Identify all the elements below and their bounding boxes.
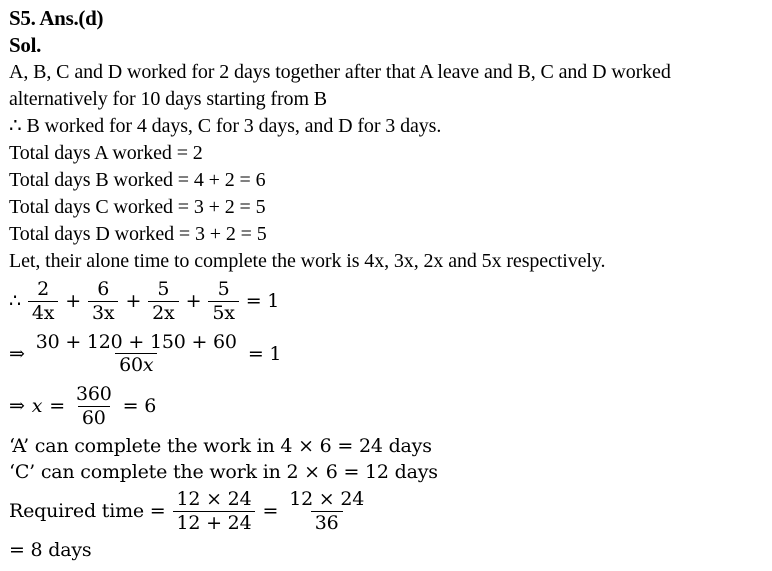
fraction-a: [28, 278, 58, 325]
fraction-d-numerator: 5: [217, 278, 230, 300]
fraction-c-numerator: 5: [157, 278, 170, 300]
total-days-b-line: Total days B worked = 4 + 2 = 6: [9, 169, 266, 191]
plus-sign: +: [65, 290, 82, 313]
intro-line-1: A, B, C and D worked for 2 days together after that A leave and B, C and D worked: [9, 61, 671, 83]
equation-combined-fraction: [9, 328, 762, 381]
intro-line-2: alternatively for 10 days starting from B: [9, 88, 328, 110]
combined-denominator: [115, 353, 157, 377]
sol-heading: Sol.: [9, 33, 42, 57]
equals-one: = 1: [245, 290, 280, 313]
required-time-fraction-1-numerator: 12 × 24: [176, 487, 252, 510]
required-time-fraction-1-denominator: 12 + 24: [173, 511, 256, 535]
total-days-a-line: Total days A worked = 2: [9, 142, 203, 164]
fraction-a-numerator: 2: [37, 278, 50, 300]
equals-sign: =: [49, 395, 65, 418]
required-time-fraction-2-denominator: 36: [311, 511, 343, 535]
final-result-line: = 8 days: [9, 539, 92, 562]
plus-sign: +: [185, 290, 202, 313]
plus-sign: +: [125, 290, 142, 313]
implies-arrow-icon: ⇒: [9, 395, 25, 418]
required-time-fraction-2-numerator: 12 × 24: [289, 487, 365, 510]
fraction-c-denominator: 2x: [148, 301, 178, 325]
equation-sum-of-fractions: [9, 275, 762, 328]
a-complete-line: ‘A’ can complete the work in 4 × 6 = 24 days: [9, 434, 432, 457]
required-time-fraction-1: [173, 488, 256, 535]
therefore-symbol: ∴: [9, 290, 21, 313]
let-alone-time-line: Let, their alone time to complete the work is 4x, 3x, 2x and 5x respectively.: [9, 250, 606, 272]
total-days-d-line: Total days D worked = 3 + 2 = 5: [9, 223, 267, 245]
denominator-variable-x: x: [142, 354, 154, 377]
implies-arrow-icon: ⇒: [9, 342, 25, 365]
equation-required-time: [9, 485, 762, 538]
combined-fraction: [32, 331, 241, 378]
variable-x: x: [31, 395, 43, 418]
equals-one: = 1: [247, 342, 282, 365]
fraction-b-numerator: 6: [97, 278, 110, 300]
combined-numerator: 30 + 120 + 150 + 60: [35, 330, 237, 353]
fraction-a-denominator: 4x: [28, 301, 58, 325]
fraction-c: [148, 278, 178, 325]
required-time-label: Required time =: [9, 500, 166, 523]
c-complete-line: ‘C’ can complete the work in 2 × 6 = 12 days: [9, 460, 438, 483]
equals-six: = 6: [122, 395, 157, 418]
x-fraction-numerator: 360: [75, 383, 112, 406]
x-value-fraction: [72, 383, 116, 430]
therefore-worked-line: ∴ B worked for 4 days, C for 3 days, and D for 3 days.: [9, 115, 442, 137]
answer-heading: S5. Ans.(d): [9, 6, 104, 30]
equals-sign: =: [262, 500, 279, 523]
total-days-c-line: Total days C worked = 3 + 2 = 5: [9, 196, 266, 218]
denominator-coefficient: 60: [119, 354, 143, 377]
fraction-d: [208, 278, 238, 325]
required-time-fraction-2: [285, 488, 368, 535]
fraction-d-denominator: 5x: [208, 301, 238, 325]
fraction-b: [88, 278, 118, 325]
x-fraction-denominator: 60: [78, 406, 110, 430]
fraction-b-denominator: 3x: [88, 301, 118, 325]
equation-solve-x: [9, 380, 762, 433]
